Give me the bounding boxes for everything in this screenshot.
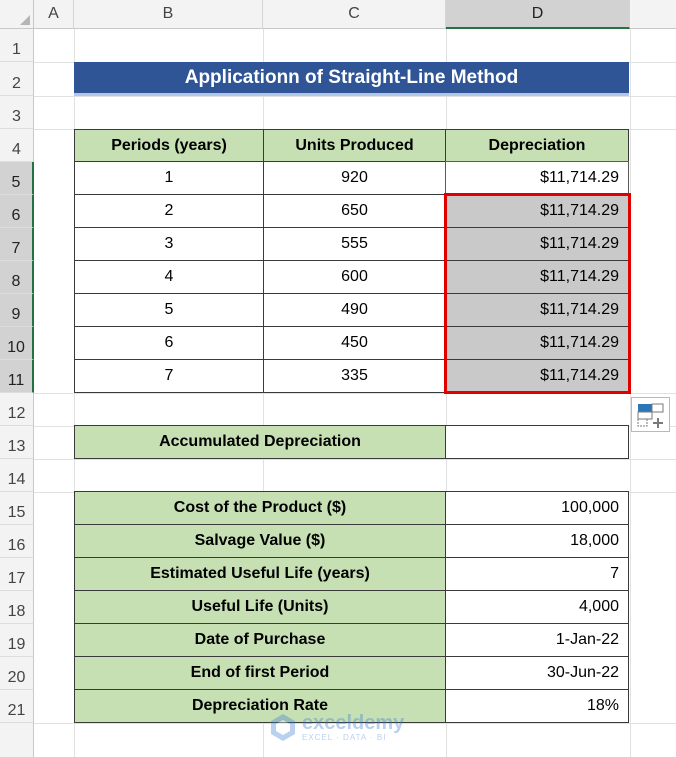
- depreciation-cell[interactable]: $11,714.29: [445, 293, 629, 327]
- param-value[interactable]: 18%: [445, 689, 629, 723]
- param-label[interactable]: Date of Purchase: [74, 623, 446, 657]
- param-label[interactable]: End of first Period: [74, 656, 446, 690]
- quick-analysis-button[interactable]: [631, 397, 670, 432]
- units-cell[interactable]: 920: [263, 161, 446, 195]
- depreciation-cell[interactable]: $11,714.29: [445, 326, 629, 360]
- param-value[interactable]: 4,000: [445, 590, 629, 624]
- row-header-22[interactable]: [0, 723, 34, 757]
- row-header-8[interactable]: 8: [0, 261, 34, 294]
- row-header-3[interactable]: 3: [0, 96, 34, 129]
- depreciation-cell[interactable]: $11,714.29: [445, 260, 629, 294]
- row-header-17[interactable]: 17: [0, 558, 34, 591]
- header-units-produced[interactable]: Units Produced: [263, 129, 446, 162]
- active-cell-outline: [445, 161, 629, 195]
- header-depreciation[interactable]: Depreciation: [445, 129, 629, 162]
- accumulated-depreciation-value[interactable]: [445, 425, 629, 459]
- param-label[interactable]: Estimated Useful Life (years): [74, 557, 446, 591]
- param-value[interactable]: 18,000: [445, 524, 629, 558]
- period-cell[interactable]: 5: [74, 293, 264, 327]
- period-cell[interactable]: 3: [74, 227, 264, 261]
- column-header-e[interactable]: [630, 0, 676, 29]
- param-value[interactable]: 1-Jan-22: [445, 623, 629, 657]
- row-header-2[interactable]: 2: [0, 62, 34, 96]
- sheet-title[interactable]: Applicationn of Straight-Line Method: [74, 62, 629, 96]
- row-header-16[interactable]: 16: [0, 525, 34, 558]
- header-periods[interactable]: Periods (years): [74, 129, 264, 162]
- units-cell[interactable]: 335: [263, 359, 446, 393]
- units-cell[interactable]: 555: [263, 227, 446, 261]
- param-label[interactable]: Depreciation Rate: [74, 689, 446, 723]
- row-header-15[interactable]: 15: [0, 492, 34, 525]
- period-cell[interactable]: 1: [74, 161, 264, 195]
- param-label[interactable]: Salvage Value ($): [74, 524, 446, 558]
- depreciation-cell[interactable]: $11,714.29: [445, 359, 629, 393]
- period-cell[interactable]: 4: [74, 260, 264, 294]
- row-header-10[interactable]: 10: [0, 327, 34, 360]
- row-header-6[interactable]: 6: [0, 195, 34, 228]
- watermark-tagline: EXCEL · DATA · BI: [302, 732, 387, 742]
- period-cell[interactable]: 2: [74, 194, 264, 228]
- gridline: [34, 393, 676, 394]
- row-header-19[interactable]: 19: [0, 624, 34, 657]
- column-header-d[interactable]: D: [446, 0, 630, 29]
- param-label[interactable]: Useful Life (Units): [74, 590, 446, 624]
- row-header-21[interactable]: 21: [0, 690, 34, 723]
- row-header-5[interactable]: 5: [0, 162, 34, 195]
- row-header-13[interactable]: 13: [0, 426, 34, 459]
- param-value[interactable]: 100,000: [445, 491, 629, 525]
- row-header-12[interactable]: 12: [0, 393, 34, 426]
- row-header-11[interactable]: 11: [0, 360, 34, 393]
- units-cell[interactable]: 600: [263, 260, 446, 294]
- units-cell[interactable]: 490: [263, 293, 446, 327]
- gridline: [34, 96, 676, 97]
- depreciation-cell[interactable]: $11,714.29: [445, 227, 629, 261]
- column-header-c[interactable]: C: [263, 0, 446, 29]
- units-cell[interactable]: 650: [263, 194, 446, 228]
- depreciation-cell[interactable]: $11,714.29: [445, 161, 629, 195]
- gridline: [34, 459, 676, 460]
- select-all-corner[interactable]: [0, 0, 34, 29]
- exceldemy-logo-icon: [268, 712, 298, 742]
- accumulated-depreciation-label[interactable]: Accumulated Depreciation: [74, 425, 446, 459]
- row-header-14[interactable]: 14: [0, 459, 34, 492]
- row-header-20[interactable]: 20: [0, 657, 34, 690]
- row-header-18[interactable]: 18: [0, 591, 34, 624]
- units-cell[interactable]: 450: [263, 326, 446, 360]
- param-value[interactable]: 7: [445, 557, 629, 591]
- quick-analysis-icon: [632, 398, 671, 433]
- exceldemy-watermark: [268, 706, 418, 748]
- period-cell[interactable]: 7: [74, 359, 264, 393]
- row-header-9[interactable]: 9: [0, 294, 34, 327]
- row-header-1[interactable]: 1: [0, 29, 34, 62]
- watermark-name: exceldemy: [302, 711, 405, 734]
- param-label[interactable]: Cost of the Product ($): [74, 491, 446, 525]
- column-header-a[interactable]: A: [34, 0, 74, 29]
- column-header-b[interactable]: B: [74, 0, 263, 29]
- depreciation-cell[interactable]: $11,714.29: [445, 194, 629, 228]
- param-value[interactable]: 30-Jun-22: [445, 656, 629, 690]
- row-header-7[interactable]: 7: [0, 228, 34, 261]
- period-cell[interactable]: 6: [74, 326, 264, 360]
- row-header-4[interactable]: 4: [0, 129, 34, 162]
